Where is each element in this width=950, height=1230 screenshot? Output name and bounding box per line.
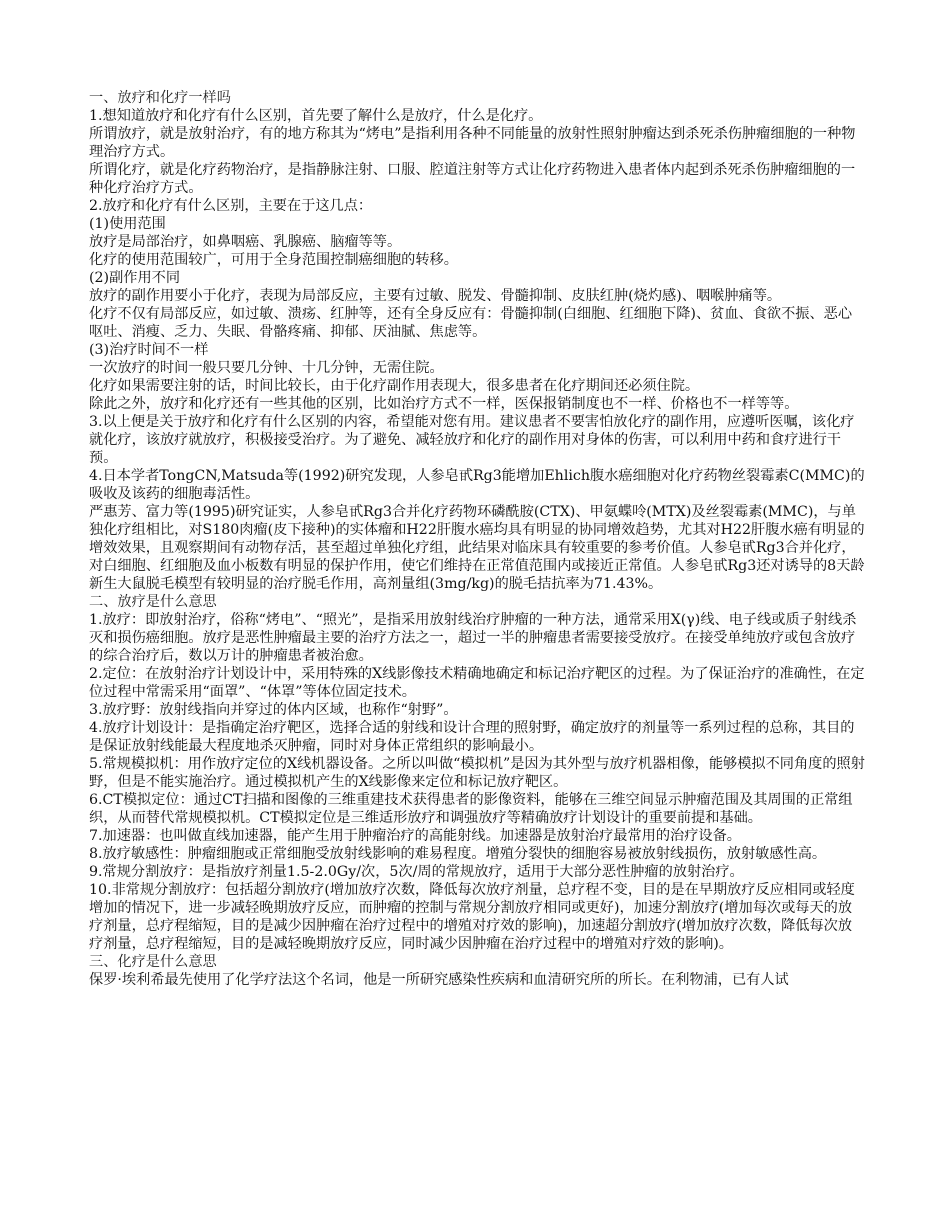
paragraph: 化疗的使用范围较广，可用于全身范围控制癌细胞的转移。 <box>89 252 458 268</box>
paragraph: 5.常规模拟机：用作放疗定位的X线机器设备。之所以叫做“模拟机”是因为其外型与放疗机器相像，能够模拟不同角度的照射野，但是不能实施治疗。通过模拟机产生的X线影像来定位和标记放疗靶区。 <box>89 756 865 790</box>
paragraph: 化疗如果需要注射的话，时间比较长，由于化疗副作用表现大，很多患者在化疗期间还必须住院。 <box>89 378 700 394</box>
paragraph: 1.想知道放疗和化疗有什么区别，首先要了解什么是放疗，什么是化疗。 <box>89 108 543 124</box>
paragraph: 3.放疗野：放射线指向并穿过的体内区域，也称作“射野”。 <box>89 702 458 718</box>
paragraph: 3.以上便是关于放疗和化疗有什么区别的内容，希望能对您有用。建议患者不要害怕放化疗的副作用，应遵听医嘱，该化疗就化疗，该放疗就放疗，积极接受治疗。为了避免、减轻放疗和化疗的副作用对身体的伤害，可以利用中药和食疗进行干预。 <box>89 414 855 466</box>
paragraph: 4.放疗计划设计：是指确定治疗靶区，选择合适的射线和设计合理的照射野，确定放疗的剂量等一系列过程的总称，其目的是保证放射线能最大程度地杀灭肿瘤，同时对身体正常组织的影响最小。 <box>89 720 855 754</box>
paragraph: 8.放疗敏感性：肿瘤细胞或正常细胞受放射线影响的难易程度。增殖分裂快的细胞容易被放射线损伤，放射敏感性高。 <box>89 846 827 862</box>
section-heading-3: 三、化疗是什么意思 <box>89 954 217 970</box>
paragraph: 6.CT模拟定位：通过CT扫描和图像的三维重建技术获得患者的影像资料，能够在三维空间显示肿瘤范围及其周围的正常组织，从而替代常规模拟机。CT模拟定位是三维适形放疗和调强放疗等精确放疗计划设计的重要前提和基础。 <box>89 792 853 826</box>
section-heading-2: 二、放疗是什么意思 <box>89 594 217 610</box>
paragraph: 2.定位：在放射治疗计划设计中，采用特殊的X线影像技术精确地确定和标记治疗靶区的过程。为了保证治疗的准确性，在定位过程中常需采用“面罩”、“体罩”等体位固定技术。 <box>89 666 865 700</box>
paragraph: 9.常规分割放疗：是指放疗剂量1.5-2.0Gy/次，5次/周的常规放疗，适用于大部分恶性肿瘤的放射治疗。 <box>89 864 744 880</box>
subheading: (1)使用范围 <box>89 216 166 232</box>
paragraph: 除此之外，放疗和化疗还有一些其他的区别，比如治疗方式不一样，医保报销制度也不一样、价格也不一样等等。 <box>89 396 799 412</box>
section-heading-1: 一、放疗和化疗一样吗 <box>89 90 231 106</box>
paragraph: 化疗不仅有局部反应，如过敏、溃疡、红肿等，还有全身反应有：骨髓抑制(白细胞、红细胞下降)、贫血、食欲不振、恶心呕吐、消瘦、乏力、失眠、骨骼疼痛、抑郁、厌油腻、焦虑等。 <box>89 306 853 340</box>
document-page <box>89 89 865 989</box>
subheading: (3)治疗时间不一样 <box>89 342 209 358</box>
paragraph: 放疗的副作用要小于化疗，表现为局部反应，主要有过敏、脱发、骨髓抑制、皮肤红肿(烧灼感)、咽喉肿痛等。 <box>89 288 782 304</box>
paragraph: 所谓放疗，就是放射治疗，有的地方称其为“烤电”是指利用各种不同能量的放射性照射肿瘤达到杀死杀伤肿瘤细胞的一种物理治疗方式。 <box>89 126 856 160</box>
paragraph: 7.加速器：也叫做直线加速器，能产生用于肿瘤治疗的高能射线。加速器是放射治疗最常用的治疗设备。 <box>89 828 741 844</box>
paragraph: 4.日本学者TongCN,Matsuda等(1992)研究发现，人参皂甙Rg3能增加Ehlich腹水癌细胞对化疗药物丝裂霉素C(MMC)的吸收及该药的细胞毒活性。 <box>89 468 865 502</box>
paragraph: 2.放疗和化疗有什么区别，主要在于这几点： <box>89 198 373 214</box>
paragraph: 所谓化疗，就是化疗药物治疗，是指静脉注射、口服、腔道注射等方式让化疗药物进入患者体内起到杀死杀伤肿瘤细胞的一种化疗治疗方式。 <box>89 162 856 196</box>
paragraph: 保罗·埃利希最先使用了化学疗法这个名词，他是一所研究感染性疾病和血清研究所的所长。在利物浦，已有人试 <box>89 972 789 988</box>
paragraph: 放疗是局部治疗，如鼻咽癌、乳腺癌、脑瘤等等。 <box>89 234 402 250</box>
paragraph: 一次放疗的时间一般只要几分钟、十几分钟，无需住院。 <box>89 360 444 376</box>
paragraph: 严惠芳、富力等(1995)研究证实，人参皂甙Rg3合并化疗药物环磷酰胺(CTX)、甲氨蝶呤(MTX)及丝裂霉素(MMC)，与单独化疗组相比，对S180肉瘤(皮下接种)的实体瘤和H22肝腹水癌均具有明显的协同增效趋势，尤其对H22肝腹水癌有明显的增效效果，且观察期间有动物存活，甚至超过单独化疗组，此结果对临床具有较重要的参考价值。人参皂甙Rg3合并化疗，对白细胞、红细胞及血小板数有明显的保护作用，使它们维持在正常值范围内或接近正常值。人参皂甙Rg3还对诱导的8天龄新生大鼠脱毛模型有较明显的治疗脱毛作用，高剂量组(3mg/kg)的脱毛拮抗率为71.43%。 <box>89 504 865 592</box>
paragraph: 1.放疗：即放射治疗，俗称“烤电”、“照光”，是指采用放射线治疗肿瘤的一种方法，通常采用X(γ)线、电子线或质子射线杀灭和损伤癌细胞。放疗是恶性肿瘤最主要的治疗方法之一，超过一半的肿瘤患者需要接受放疗。在接受单纯放疗或包含放疗的综合治疗后，数以万计的肿瘤患者被治愈。 <box>89 612 857 664</box>
subheading: (2)副作用不同 <box>89 270 181 286</box>
paragraph: 10.非常规分割放疗：包括超分割放疗(增加放疗次数，降低每次放疗剂量，总疗程不变，目的是在早期放疗反应相同或轻度增加的情况下，进一步减轻晚期放疗反应，而肿瘤的控制与常规分割放疗相同或更好)，加速分割放疗(增加每次或每天的放疗剂量，总疗程缩短，目的是减少因肿瘤在治疗过程中的增殖对疗效的影响)，加速超分割放疗(增加放疗次数，降低每次放疗剂量，总疗程缩短，目的是减轻晚期放疗反应，同时减少因肿瘤在治疗过程中的增殖对疗效的影响)。 <box>89 882 855 952</box>
